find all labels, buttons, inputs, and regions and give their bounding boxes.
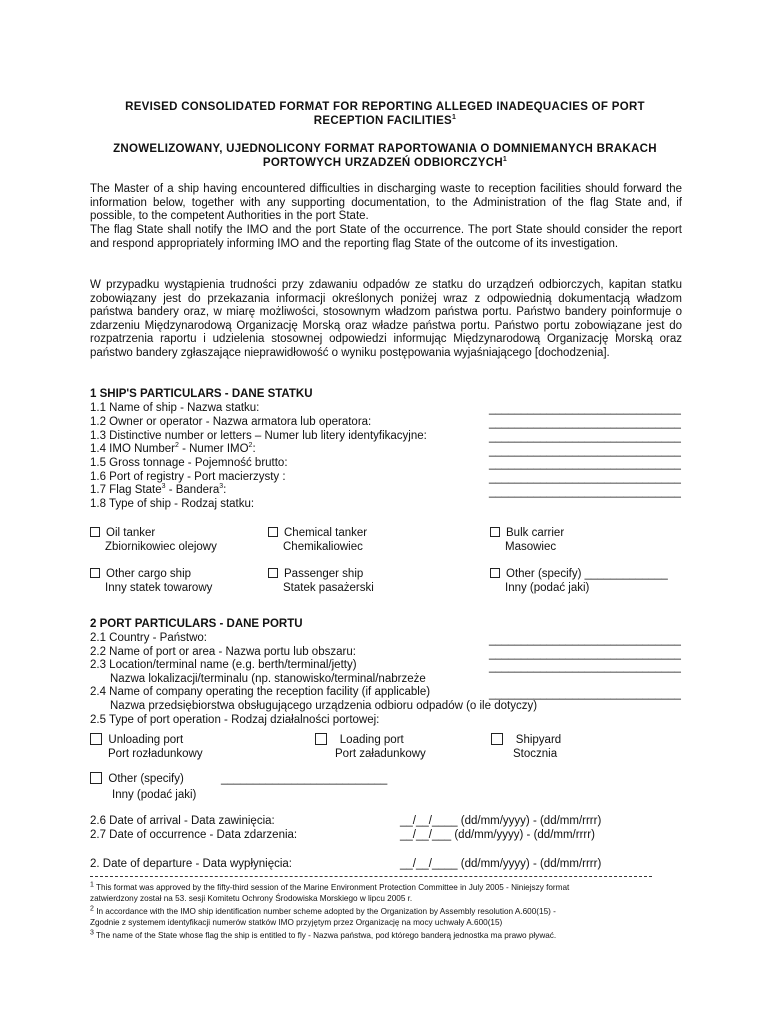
ship-type-other-cargo[interactable]: Other cargo ship Inny statek towarowy [90, 567, 212, 595]
title-pl: ZNOWELIZOWANY, UJEDNOLICONY FORMAT RAPORTOWANIA O DOMNIEMANYCH BRAKACH [113, 143, 657, 155]
footnote-ref-1: 1 [452, 114, 457, 122]
field-flag-state[interactable]: ______________________________ [489, 486, 681, 498]
item-1-3: 1.3 Distinctive number or letters – Numer lub litery identyfikacyjne: [90, 430, 427, 442]
checkbox[interactable] [90, 772, 102, 784]
item-1-2: 1.2 Owner or operator - Nazwa armatora lub operatora: [90, 416, 372, 428]
field-owner[interactable]: ______________________________ [489, 417, 681, 429]
checkbox[interactable] [315, 733, 327, 745]
item-2-2: 2.2 Name of port or area - Nazwa portu lub obszaru: [90, 646, 356, 658]
field-date-departure[interactable]: __/__/____ (dd/mm/yyyy) - (dd/mm/rrrr) [400, 858, 602, 870]
item-2-1: 2.1 Country - Państwo: [90, 632, 207, 644]
operation-other[interactable]: Other (specify) Inny (podać jaki) [90, 771, 196, 803]
field-port-name[interactable]: ______________________________ [489, 648, 681, 660]
date-arrival-label: 2.6 Date of arrival - Data zawinięcia: [90, 815, 275, 827]
ship-type-other[interactable]: Other (specify) _____________ Inny (podać jaki) [490, 567, 668, 595]
ship-type-bulk-carrier[interactable]: Bulk carrier Masowiec [490, 526, 564, 554]
checkbox[interactable] [90, 568, 100, 578]
ship-type-oil-tanker[interactable]: Oil tanker Zbiornikowiec olejowy [90, 526, 217, 554]
field-distinctive-number[interactable]: ______________________________ [489, 431, 681, 443]
intro-pl: W przypadku wystąpienia trudności przy zdawaniu odpadów ze statku do urządzeń odbiorczych, kapitan statku zobowiązany jest do przekazania informacji określonych poniżej wraz z odpowiednią dokumentacją władzom państwa bandery oraz, w miarę możliwości, stosownym władzom państwa portu. Państwo bandery poinformuje o zdarzeniu Międzynarodową Organizację Morską oraz władze państwa portu. Państwo portu zobowiązane jest do rozpatrzenia raportu i udzielenia stosownej odpowiedzi informując Międzynarodową Organizację Morską oraz państwo bandery zgłaszające nieprawidłowość o wyniku postępowania wyjaśniającego [dochodzenia]. [90, 279, 682, 359]
ship-type-passenger[interactable]: Passenger ship Statek pasażerski [268, 567, 374, 595]
section2-heading: 2 PORT PARTICULARS - DANE PORTU [90, 618, 303, 630]
field-country[interactable]: ______________________________ [489, 634, 681, 646]
intro-en-2: The flag State shall notify the IMO and the port State of the occurrence. The port State should consider the report and respond appropriately informing IMO and the reporting flag State of the outcome of its investigation. [90, 224, 682, 250]
field-date-occurrence[interactable]: __/__/___ (dd/mm/yyyy) - (dd/mm/rrrr) [400, 829, 595, 841]
checkbox[interactable] [268, 568, 278, 578]
title-en: REVISED CONSOLIDATED FORMAT FOR REPORTING ALLEGED INADEQUACIES OF PORT [125, 101, 645, 113]
field-gross-tonnage[interactable]: ______________________________ [489, 458, 681, 470]
item-1-6: 1.6 Port of registry - Port macierzysty : [90, 471, 286, 483]
checkbox[interactable] [490, 527, 500, 537]
operation-unloading[interactable]: Unloading port Port rozładunkowy [90, 733, 203, 761]
item-2-3: 2.3 Location/terminal name (e.g. berth/terminal/jetty) [90, 659, 357, 671]
field-imo-number[interactable]: ______________________________ [489, 445, 681, 457]
footnote-1: $^1$ This format was approved by the fifty-third session of the Marine Environment Protection Committee in July 2005 - Niniejszy format zatwierdzony został na 53. sesji Komitetu Ochrony Środowiska Morskiego w lipcu 2005 r. [90, 881, 570, 903]
item-1-5: 1.5 Gross tonnage - Pojemność brutto: [90, 457, 288, 469]
checkbox[interactable] [491, 733, 503, 745]
field-port-registry[interactable]: ______________________________ [489, 472, 681, 484]
field-company[interactable]: ______________________________ [489, 688, 681, 700]
item-1-8: 1.8 Type of ship - Rodzaj statku: [90, 498, 255, 510]
checkbox[interactable] [490, 568, 500, 578]
field-ship-name[interactable]: ______________________________ [489, 403, 681, 415]
footnote-ref-1b: 1 [502, 156, 508, 164]
field-other-operation[interactable]: __________________________ [221, 773, 388, 785]
checkbox[interactable] [90, 733, 102, 745]
date-departure-label: 2. Date of departure - Data wypłynięcia: [90, 858, 292, 870]
intro-en: The Master of a ship having encountered difficulties in discharging waste to reception facilities should forward the information below, together with any supporting documentation, to the Administration of the flag State and, if possible, to the competent Authorities in the port State. [90, 183, 682, 223]
item-2-4: 2.4 Name of company operating the reception facility (if applicable) [90, 686, 431, 698]
footnote-3: $^3$ The name of the State whose flag the ship is entitled to fly - Nazwa państwa, pod którego banderą jednostka ma prawo pływać. [90, 929, 557, 940]
item-1-1: 1.1 Name of ship - Nazwa statku: [90, 402, 260, 414]
checkbox[interactable] [268, 527, 278, 537]
item-2-4-pl: Nazwa przedsiębiorstwa obsługującego urządzenia odbioru odpadów (o ile dotyczy) [110, 700, 538, 712]
footnote-2: $^2$ In accordance with the IMO ship identification number scheme adopted by the Organization by Assembly resolution A.600(15) - Zgodnie z systemem identyfikacji numerów statków IMO przyjętym przez Organizację na mocy uchwały A.600(15) [90, 905, 556, 927]
title-en-line2: RECEPTION FACILITIES$^1$ [313, 114, 457, 127]
item-2-5: 2.5 Type of port operation - Rodzaj działalności portowej: [90, 714, 380, 726]
operation-loading[interactable]: Loading port Port załadunkowy [315, 733, 426, 761]
item-1-7: 1.7 Flag State$^3$ - Bandera$^3$: [90, 483, 227, 496]
footnote-separator [90, 876, 652, 877]
ship-type-chemical-tanker[interactable]: Chemical tanker Chemikaliowiec [268, 526, 367, 554]
field-date-arrival[interactable]: __/__/____ (dd/mm/yyyy) - (dd/mm/rrrr) [400, 815, 602, 827]
operation-shipyard[interactable]: Shipyard Stocznia [491, 733, 561, 761]
item-1-4: 1.4 IMO Number$^2$ - Numer IMO$^2$: [90, 442, 256, 455]
title-pl-line2: PORTOWYCH URZADZEŃ ODBIORCZYCH$^1$ [262, 156, 508, 169]
checkbox[interactable] [90, 527, 100, 537]
date-occurrence-label: 2.7 Date of occurrence - Data zdarzenia: [90, 829, 298, 841]
item-2-3-pl: Nazwa lokalizacji/terminalu (np. stanowisko/terminal/nabrzeże [110, 673, 426, 685]
field-location[interactable]: ______________________________ [489, 661, 681, 673]
section1-heading: 1 SHIP'S PARTICULARS - DANE STATKU [90, 388, 313, 400]
